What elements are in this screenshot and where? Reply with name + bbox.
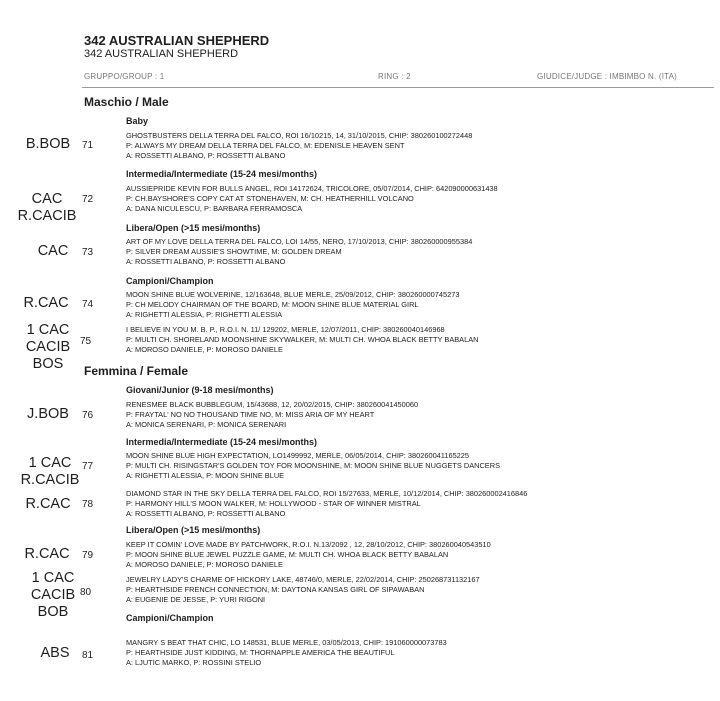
entry-dog-name: GHOSTBUSTERS DELLA TERRA DEL FALCO, ROI 16/10215, 14, 31/10/2015, CHIP: 380260100272448 [126,131,473,140]
entry-number: 73 [82,247,94,258]
class-intermedia-male: Intermedia/Intermediate (15-24 mesi/months) [126,169,318,179]
entry-77-details [126,451,500,481]
entry-number: 74 [82,299,94,310]
entry-parents: P: FRAYTAL' NO NO THOUSAND TIME NO, M: MISS ARIA OF MY HEART [126,410,375,419]
award-label: J.BOB [27,406,69,422]
entry-74-award [23,295,68,312]
entry-number: 79 [82,550,94,561]
entry-owner: A: ROSSETTI ALBANO, P: ROSSETTI ALBANO [126,257,286,266]
entry-owner: A: ROSSETTI ALBANO, P: ROSSETTI ALBANO [126,509,286,518]
breed-subtitle: 342 AUSTRALIAN SHEPHERD [84,48,239,60]
entry-dog-name: I BELIEVE IN YOU M. B. P., R.O.I. N. 11/ 129202, MERLE, 12/07/2011, CHIP: 380260040146968 [126,325,445,334]
entry-79-details [126,540,491,570]
entry-number: 77 [82,461,94,472]
entry-81-details [126,638,447,668]
award-label: R.CACIB [20,472,80,488]
class-libera-male: Libera/Open (>15 mesi/months) [126,223,261,233]
entry-73-details [126,237,472,267]
entry-owner: A: LJUTIC MARKO, P: ROSSINI STELIO [126,658,262,667]
entry-owner: A: EUGENIE DE JESSE, P: YURI RIGONI [126,595,266,604]
entry-80-award [31,570,75,621]
award-label: CAC [31,191,63,207]
entry-dog-name: RENESMEE BLACK BUBBLEGUM, 15/43688, 12, 20/02/2015, CHIP: 380260041450060 [126,400,419,409]
entry-parents: P: HEARTHSIDE JUST KIDDING, M: THORNAPPLE AMERICA THE BEAUTIFUL [126,648,395,657]
entry-dog-name: ART OF MY LOVE DELLA TERRA DEL FALCO, LOI 14/55, NERO, 17/10/2013, CHIP: 380260000955384 [126,237,473,246]
entry-dog-name: MANGRY S BEAT THAT CHIC, LO 148531, BLUE MERLE, 03/05/2013, CHIP: 191060000073783 [126,638,447,647]
award-label: CAC [37,243,69,259]
entry-owner: A: DANA NICULESCU, P: BARBARA FERRAMOSCA [126,204,303,213]
entry-parents: P: SILVER DREAM AUSSIE'S SHOWTIME, M: GOLDEN DREAM [126,247,342,256]
entry-dog-name: MOON SHINE BLUE WOLVERINE, 12/163648, BLUE MERLE, 25/09/2012, CHIP: 380260000745273 [126,290,460,299]
section-male: Maschio / Male [84,95,169,109]
entry-71-award [26,136,70,153]
entry-parents: P: CH MELODY CHAIRMAN OF THE BOARD, M: MOON SHINE BLUE MATERIAL GIRL [126,300,419,309]
entry-parents: P: CH.BAYSHORE'S COPY CAT AT STONEHAVEN, M: CH. HEATHERHILL VOLCANO [126,194,414,203]
entry-dog-name: JEWELRY LADY'S CHARME OF HICKORY LAKE, 48746/0, MERLE, 22/02/2014, CHIP: 250268731132167 [126,575,480,584]
entry-78-details [126,489,527,519]
entry-72-award [18,191,77,225]
class-campioni-female: Campioni/Champion [126,613,214,623]
award-label: 1 CAC [26,322,70,338]
award-label: R.CAC [25,496,71,512]
award-label: 1 CAC [31,570,75,586]
entry-owner: A: MOROSO DANIELE, P: MOROSO DANIELE [126,345,283,354]
entry-75-award [26,322,70,373]
class-libera-female: Libera/Open (>15 mesi/months) [126,525,261,535]
entry-parents: P: HEARTHSIDE FRENCH CONNECTION, M: DAYTONA KANSAS GIRL OF SIPAWABAN [126,585,425,594]
entry-78-award [25,496,70,513]
class-intermedia-female: Intermedia/Intermediate (15-24 mesi/months) [126,437,318,447]
header-divider [82,87,714,88]
award-label: CACIB [30,587,76,603]
class-giovani-female: Giovani/Junior (9-18 mesi/months) [126,385,274,395]
award-label: ABS [40,645,70,661]
entry-parents: P: ALWAYS MY DREAM DELLA TERRA DEL FALCO, M: EDENISLE HEAVEN SENT [126,141,405,150]
entry-74-details [126,290,459,320]
entry-number: 71 [82,140,94,151]
entry-number: 75 [80,336,92,347]
entry-parents: P: MULTI CH. SHORELAND MOONSHINE SKYWALKER, M: MULTI CH. WHOA BLACK BETTY BABALAN [126,335,479,344]
entry-80-details [126,575,480,605]
entry-number: 81 [82,650,94,661]
entry-75-details [126,325,479,355]
award-label: R.CACIB [17,208,77,224]
judge-label: GIUDICE/JUDGE : IMBIMBO N. (ITA) [537,72,678,81]
award-label: B.BOB [25,136,71,152]
ring-label: RING : 2 [378,72,411,81]
entry-owner: A: RIGHETTI ALESSIA, P: RIGHETTI ALESSIA [126,310,283,319]
award-label: BOB [37,604,69,620]
award-label: CACIB [25,339,71,355]
entry-76-award [27,406,69,423]
breed-title: 342 AUSTRALIAN SHEPHERD [84,33,270,48]
entry-parents: P: MOON SHINE BLUE JEWEL PUZZLE GAME, M: MULTI CH. WHOA BLACK BETTY BABALAN [126,550,449,559]
entry-owner: A: RIGHETTI ALESSIA, P: MOON SHINE BLUE [126,471,285,480]
award-label: 1 CAC [28,455,72,471]
entry-owner: A: MOROSO DANIELE, P: MOROSO DANIELE [126,560,283,569]
entry-parents: P: HARMONY HILL'S MOON WALKER, M: HOLLYWOOD - STAR OF WINNER MISTRAL [126,499,421,508]
entry-number: 72 [82,194,94,205]
entry-parents: P: MULTI CH. RISINGSTAR'S GOLDEN TOY FOR MOONSHINE, M: MOON SHINE BLUE NUGGETS DANCERS [126,461,501,470]
entry-dog-name: DIAMOND STAR IN THE SKY DELLA TERRA DEL FALCO, ROI 15/27633, MERLE, 10/12/2014, CHIP: 380260002416846 [126,489,528,498]
entry-76-details [126,400,418,430]
award-label: R.CAC [23,295,69,311]
award-label: R.CAC [24,546,70,562]
entry-dog-name: AUSSIEPRIDE KEVIN FOR BULLS ANGEL, ROI 14172624, TRICOLORE, 05/07/2014, CHIP: 642090000631438 [126,184,498,193]
entry-71-details [126,131,472,161]
entry-owner: A: ROSSETTI ALBANO, P: ROSSETTI ALBANO [126,151,286,160]
entry-number: 80 [80,587,92,598]
entry-dog-name: MOON SHINE BLUE HIGH EXPECTATION, LO1499992, MERLE, 06/05/2014, CHIP: 380260041165225 [126,451,470,460]
section-female: Femmina / Female [84,364,189,378]
entry-72-details [126,184,498,214]
entry-owner: A: MONICA SERENARI, P: MONICA SERENARI [126,420,287,429]
entry-dog-name: KEEP IT COMIN' LOVE MADE BY PATCHWORK, R.O.I. N.13/2092 , 12, 28/10/2012, CHIP: 380260040543510 [126,540,491,549]
entry-number: 78 [82,499,94,510]
entry-79-award [24,546,69,563]
group-label: GRUPPO/GROUP : 1 [84,72,165,81]
entry-number: 76 [82,410,94,421]
class-baby: Baby [126,116,149,126]
entry-77-award [21,455,80,489]
entry-73-award [38,243,69,260]
class-campioni-male: Campioni/Champion [126,276,214,286]
award-label: BOS [32,356,64,372]
entry-81-award [40,645,69,662]
